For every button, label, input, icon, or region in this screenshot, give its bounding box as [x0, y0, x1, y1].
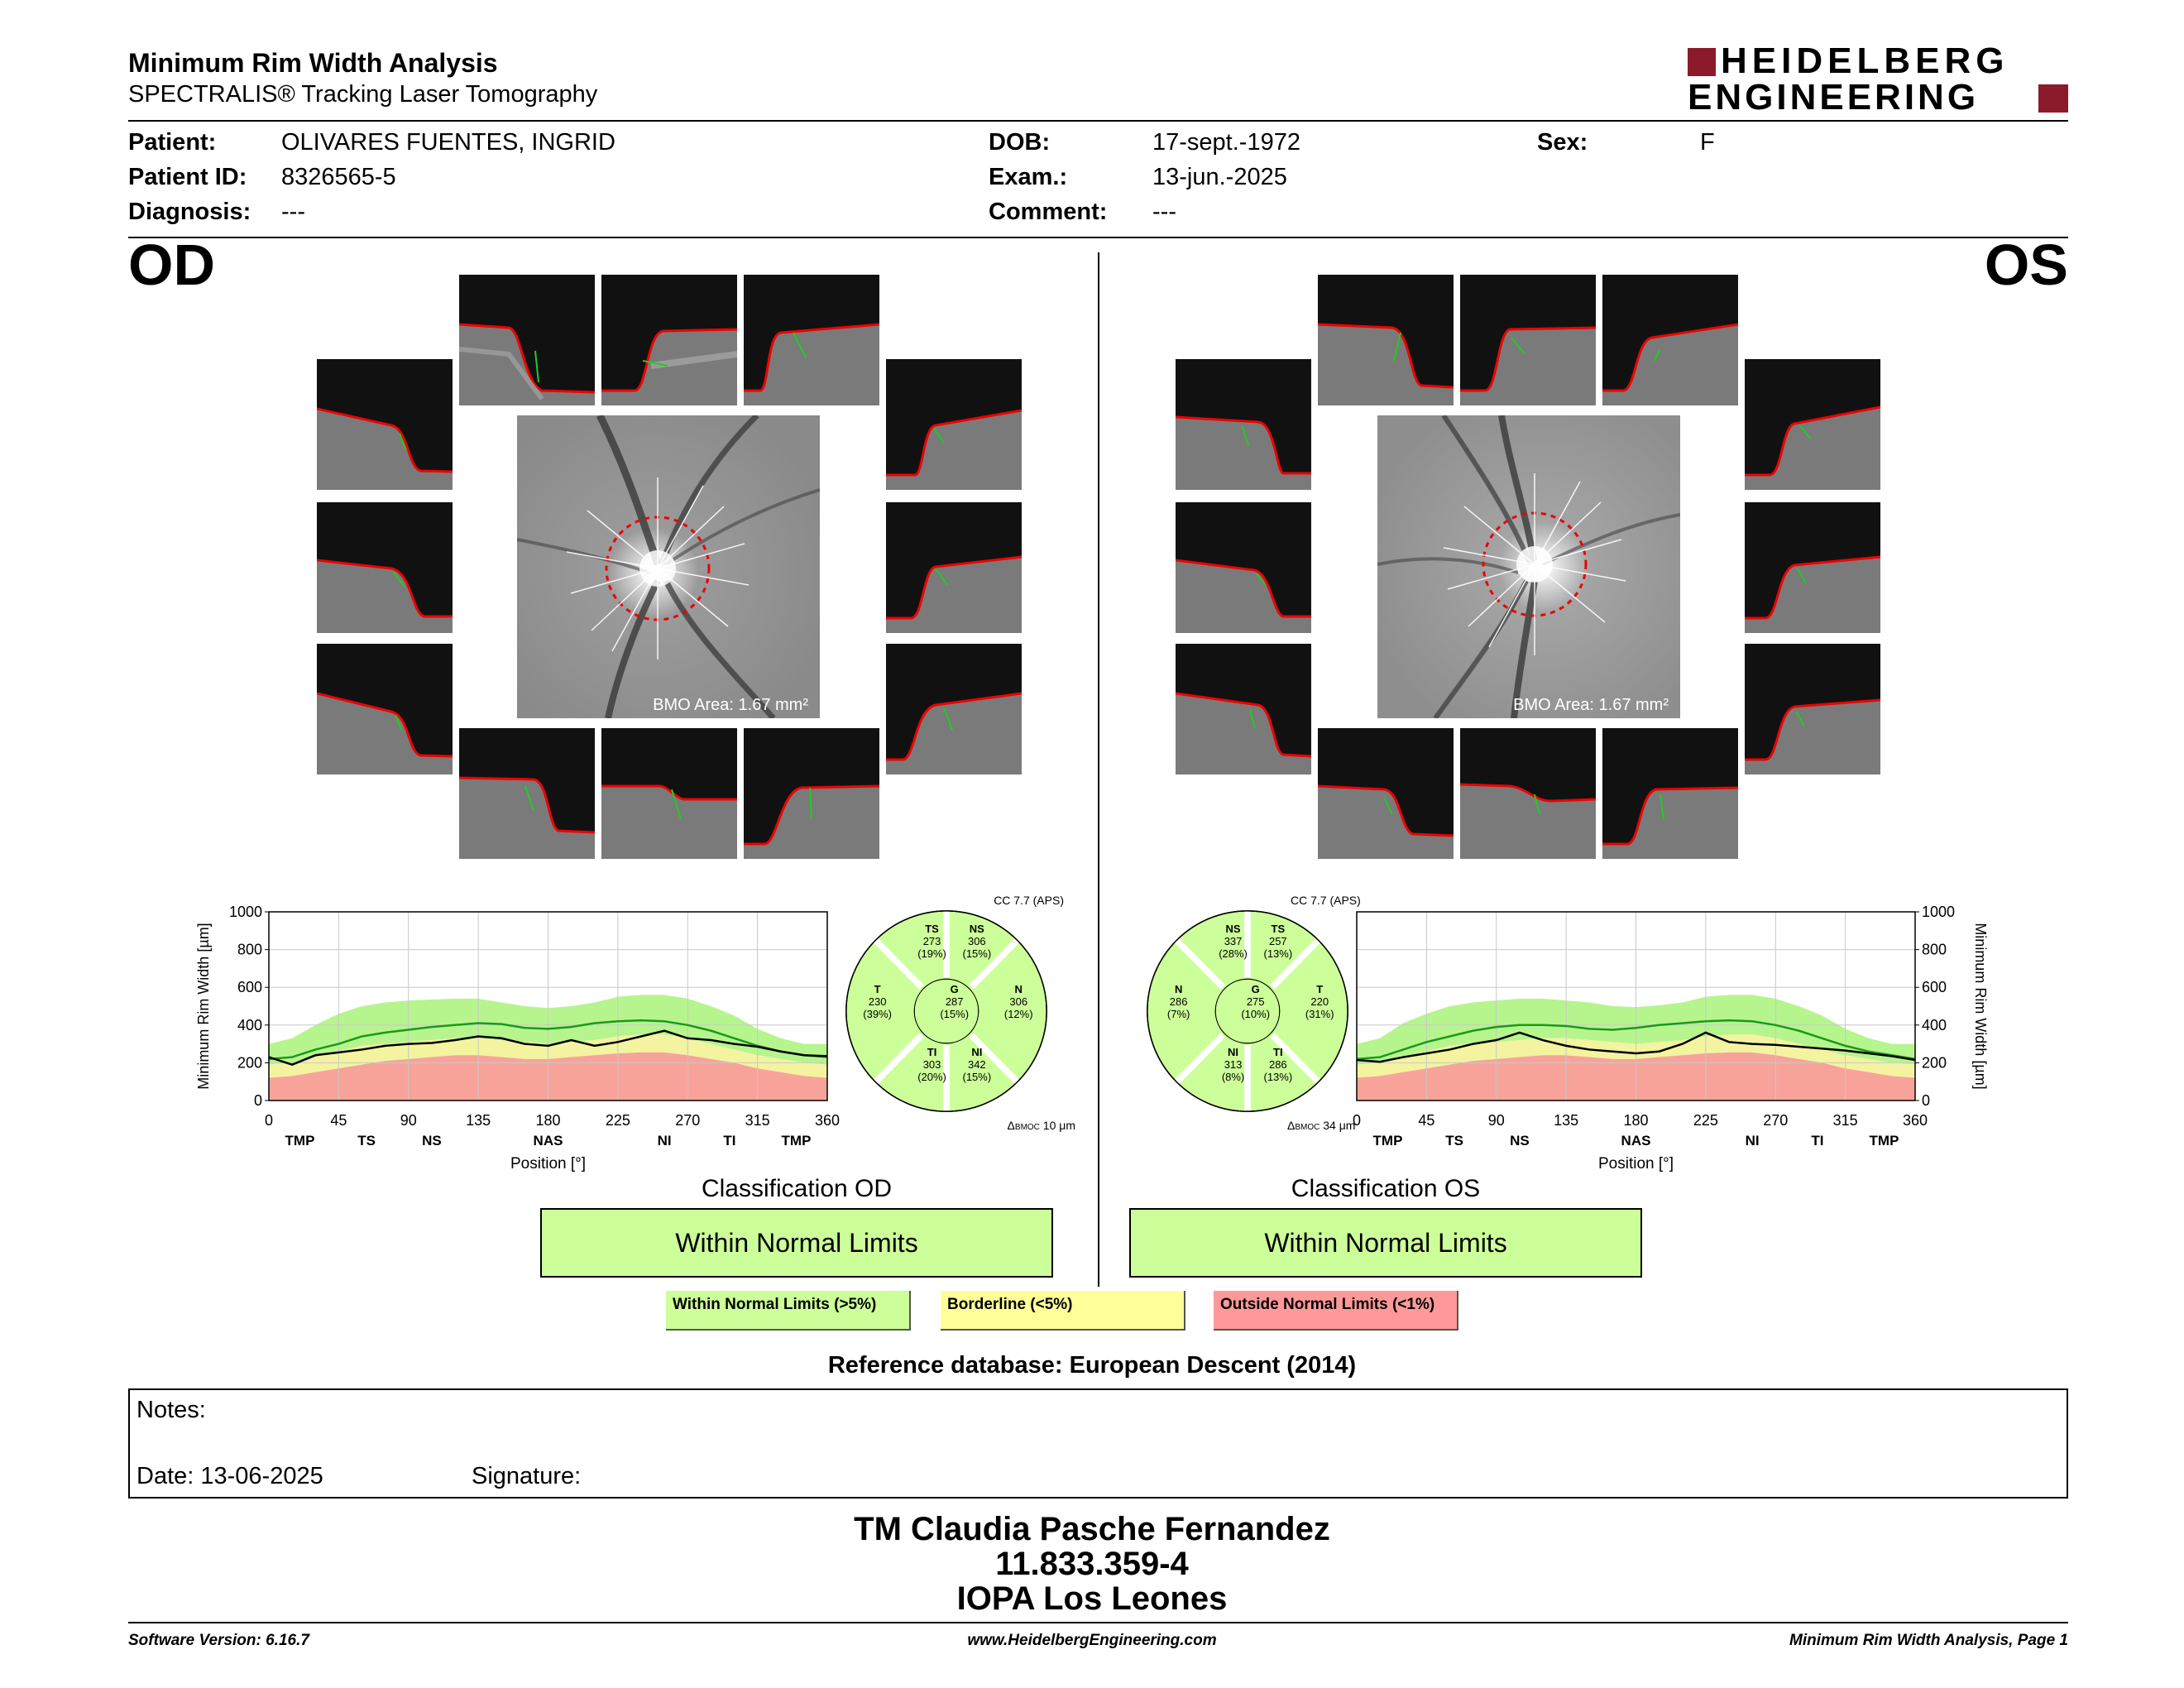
sector-ni [1209, 1046, 1258, 1083]
sector-name: G [950, 983, 959, 996]
sector-axis-label: TI [1811, 1133, 1824, 1149]
sector-axis-label: TMP [1372, 1133, 1403, 1149]
x-tick-label: 315 [1832, 1112, 1858, 1129]
logo-square-icon [1688, 48, 1716, 76]
oct-scan [601, 275, 737, 405]
sector-name: TI [1273, 1045, 1283, 1058]
sector-value: 287 [945, 995, 964, 1009]
sector-value: 303 [922, 1057, 941, 1071]
sector-value: 286 [1268, 1057, 1287, 1071]
oct-scan [1602, 275, 1738, 405]
od-delta-symbol: Δ [1007, 1119, 1015, 1132]
footer-rule [128, 1622, 2068, 1623]
os-bmo-area: BMO Area: 1.67 mm² [1513, 696, 1669, 714]
footer-software: Software Version: 6.16.7 [128, 1632, 309, 1649]
sex-label: Sex: [1537, 129, 1588, 156]
notes-label: Notes: [136, 1397, 206, 1423]
sector-name: G [1251, 983, 1260, 996]
os-rim-width-chart [1340, 902, 1994, 1183]
x-tick-label: 225 [605, 1112, 630, 1129]
oct-scan [1460, 275, 1596, 405]
sector-ni [952, 1046, 1002, 1083]
sector-pct: (20%) [917, 1070, 946, 1083]
sector-value: 313 [1224, 1057, 1243, 1071]
sector-value: 230 [868, 995, 887, 1009]
y-tick-label: 600 [237, 979, 262, 996]
od-classification-box: Within Normal Limits [540, 1208, 1053, 1278]
os-delta-sub: BMOC [1295, 1123, 1320, 1132]
signer-rut: 11.833.359-4 [995, 1546, 1189, 1582]
dob-label: DOB: [989, 129, 1051, 156]
x-tick-label: 45 [1418, 1112, 1435, 1129]
x-tick-label: 135 [466, 1112, 491, 1129]
footer-page: Minimum Rim Width Analysis, Page 1 [1789, 1632, 2068, 1649]
od-fundus-image [517, 415, 820, 718]
legend-red: Outside Normal Limits (<1%) [1214, 1291, 1458, 1331]
sector-value: 275 [1246, 995, 1265, 1009]
x-axis-label: Position [°] [510, 1155, 587, 1172]
y-tick-label: 200 [1922, 1054, 1947, 1072]
sector-n [994, 983, 1043, 1020]
oct-scan [886, 359, 1022, 490]
notes-date: Date: 13-06-2025 [136, 1463, 323, 1489]
sector-axis-label: NS [422, 1133, 442, 1149]
sector-ts [1253, 923, 1303, 960]
oct-scan [459, 728, 595, 859]
sector-pct: (15%) [962, 1070, 992, 1083]
sector-g [1231, 983, 1281, 1020]
sector-value: 342 [967, 1057, 986, 1071]
sector-axis-label: NAS [1621, 1133, 1651, 1149]
y-tick-label: 0 [253, 1092, 262, 1109]
x-tick-label: 225 [1693, 1112, 1718, 1129]
sector-axis-label: NS [1510, 1133, 1530, 1149]
oct-scan [1318, 275, 1454, 405]
sector-ti [908, 1046, 957, 1083]
x-tick-label: 180 [535, 1112, 561, 1129]
sector-ti [1253, 1046, 1303, 1083]
dob-value: 17-sept.-1972 [1152, 129, 1300, 156]
sector-axis-label: TMP [1869, 1133, 1899, 1149]
oct-scan [1318, 728, 1454, 859]
sector-name: T [1316, 983, 1324, 996]
legend-green: Within Normal Limits (>5%) [666, 1291, 911, 1331]
os-label: OS [1984, 233, 2068, 297]
x-tick-label: 135 [1554, 1112, 1579, 1129]
os-delta-symbol: Δ [1287, 1119, 1296, 1132]
sector-name: N [1174, 983, 1183, 996]
oct-scan [1745, 359, 1880, 490]
sector-g [930, 983, 979, 1020]
sector-pct: (8%) [1221, 1070, 1245, 1083]
comment-label: Comment: [989, 199, 1108, 225]
exam-label: Exam.: [989, 164, 1068, 190]
y-tick-label: 800 [1922, 941, 1947, 958]
report-subtitle: SPECTRALIS® Tracking Laser Tomography [128, 81, 598, 108]
y-tick-label: 400 [237, 1016, 262, 1033]
header-rule [128, 120, 2068, 122]
y-axis-label: Minimum Rim Width [µm] [1972, 923, 1989, 1090]
x-tick-label: 360 [1902, 1112, 1928, 1129]
oct-scan [317, 502, 453, 633]
oct-scan [1176, 644, 1311, 774]
od-delta-value: 10 μm [1039, 1119, 1075, 1132]
oct-scan [317, 644, 453, 774]
sector-axis-label: TS [357, 1133, 376, 1149]
exam-value: 13-jun.-2025 [1152, 164, 1287, 190]
oct-scan [1602, 728, 1738, 859]
os-classification-box: Within Normal Limits [1129, 1208, 1642, 1278]
sector-value: 286 [1169, 995, 1188, 1009]
y-axis-label: Minimum Rim Width [µm] [195, 923, 212, 1090]
sector-pct: (13%) [1263, 1070, 1293, 1083]
oct-scan [1176, 359, 1311, 490]
od-classification-title: Classification OD [701, 1175, 893, 1202]
sector-t [853, 983, 903, 1020]
x-tick-label: 315 [745, 1112, 770, 1129]
patient-rule [128, 237, 2068, 238]
sector-ns [1209, 923, 1258, 960]
sector-name: T [874, 983, 881, 996]
sector-axis-label: TMP [781, 1133, 812, 1149]
sector-name: N [1014, 983, 1023, 996]
x-tick-label: 0 [1352, 1112, 1362, 1129]
sector-axis-label: NAS [533, 1133, 563, 1149]
signer-institution: IOPA Los Leones [956, 1580, 1228, 1617]
os-fundus-image [1377, 415, 1680, 718]
sector-name: NS [1225, 922, 1241, 935]
sector-name: TI [927, 1045, 937, 1058]
sector-pct: (19%) [917, 947, 946, 960]
sector-name: NI [971, 1045, 983, 1058]
y-tick-label: 0 [1922, 1092, 1931, 1109]
sector-value: 306 [1009, 995, 1028, 1009]
os-cc-label: CC 7.7 (APS) [1291, 894, 1361, 907]
heidelberg-logo [1688, 41, 2068, 117]
od-label: OD [128, 233, 215, 297]
sector-value: 273 [922, 934, 941, 947]
diagnosis-label: Diagnosis: [128, 199, 251, 225]
oct-scan [459, 275, 595, 405]
patient-id: 8326565-5 [281, 164, 396, 190]
patient-name: OLIVARES FUENTES, INGRID [281, 129, 615, 156]
legend-yellow: Borderline (<5%) [941, 1291, 1185, 1331]
sector-ns [952, 923, 1002, 960]
sector-name: NS [969, 922, 984, 935]
y-tick-label: 1000 [1922, 904, 1956, 920]
sector-ts [908, 923, 957, 960]
notes-box [128, 1388, 2068, 1499]
oct-scan [1460, 728, 1596, 859]
sector-value: 220 [1310, 995, 1329, 1009]
oct-scan [1745, 644, 1880, 774]
x-tick-label: 180 [1623, 1112, 1649, 1129]
sector-axis-label: NI [1745, 1133, 1760, 1149]
x-tick-label: 360 [814, 1112, 841, 1129]
sector-axis-label: TS [1445, 1133, 1463, 1149]
patient-id-label: Patient ID: [128, 164, 247, 190]
footer-website[interactable]: www.HeidelbergEngineering.com [967, 1632, 1217, 1649]
x-tick-label: 45 [330, 1112, 347, 1129]
sex-value: F [1700, 129, 1715, 156]
oct-scan [744, 728, 879, 859]
diagnosis-value: --- [281, 199, 305, 225]
sector-pct: (28%) [1219, 947, 1248, 960]
oct-scan [886, 502, 1022, 633]
x-tick-label: 270 [1763, 1112, 1789, 1129]
sector-pct: (12%) [1003, 1008, 1033, 1021]
y-tick-label: 600 [1922, 979, 1947, 996]
y-tick-label: 400 [1922, 1016, 1947, 1033]
sector-value: 337 [1224, 934, 1243, 947]
sector-name: TS [1271, 922, 1286, 935]
patient-label: Patient: [128, 129, 217, 156]
x-axis-label: Position [°] [1597, 1155, 1674, 1172]
notes-signature: Signature: [472, 1463, 582, 1489]
y-tick-label: 1000 [228, 904, 262, 920]
sector-pct: (15%) [962, 947, 992, 960]
report-title: Minimum Rim Width Analysis [128, 48, 498, 78]
y-tick-label: 800 [237, 941, 262, 958]
eye-divider [1098, 252, 1099, 1287]
od-delta-bmoc [1008, 1119, 1075, 1132]
sector-pct: (15%) [940, 1008, 970, 1021]
sector-axis-label: TI [723, 1133, 736, 1149]
sector-pct: (39%) [863, 1008, 892, 1021]
x-tick-label: 90 [400, 1112, 417, 1129]
sector-pct: (7%) [1166, 1008, 1190, 1021]
sector-value: 306 [967, 934, 986, 947]
od-bmo-area: BMO Area: 1.67 mm² [653, 696, 808, 714]
sector-value: 257 [1268, 934, 1287, 947]
logo-square-icon [2038, 84, 2068, 113]
oct-scan [744, 275, 879, 405]
oct-scan [317, 359, 453, 490]
os-classification-title: Classification OS [1291, 1175, 1481, 1202]
signer-name: TM Claudia Pasche Fernandez [854, 1511, 1330, 1547]
od-cc-label: CC 7.7 (APS) [994, 894, 1064, 907]
sector-axis-label: TMP [285, 1133, 315, 1149]
os-sector-diagram [1133, 894, 1382, 1132]
oct-scan [601, 728, 737, 859]
sector-pct: (13%) [1263, 947, 1293, 960]
logo-line-1: HEIDELBERG [1721, 41, 2009, 81]
sector-n [1154, 983, 1204, 1020]
oct-scan [1745, 502, 1880, 633]
od-delta-sub: BMOC [1014, 1123, 1040, 1132]
x-tick-label: 0 [264, 1112, 274, 1129]
y-tick-label: 200 [237, 1054, 262, 1072]
oct-scan [1176, 502, 1311, 633]
sector-t [1295, 983, 1344, 1020]
os-delta-value: 34 μm [1320, 1119, 1356, 1132]
sector-pct: (31%) [1305, 1008, 1334, 1021]
os-delta-bmoc [1287, 1119, 1355, 1132]
oct-scan [886, 644, 1022, 774]
sector-name: TS [925, 922, 939, 935]
od-rim-width-chart [190, 902, 844, 1183]
od-sector-diagram [836, 894, 1084, 1132]
x-tick-label: 90 [1487, 1112, 1505, 1129]
logo-line-2: ENGINEERING [1688, 77, 1980, 117]
sector-pct: (10%) [1241, 1008, 1271, 1021]
reference-database: Reference database: European Descent (2014) [827, 1352, 1357, 1379]
x-tick-label: 270 [675, 1112, 701, 1129]
comment-value: --- [1152, 199, 1176, 225]
sector-name: NI [1228, 1045, 1239, 1058]
sector-axis-label: NI [657, 1133, 672, 1149]
